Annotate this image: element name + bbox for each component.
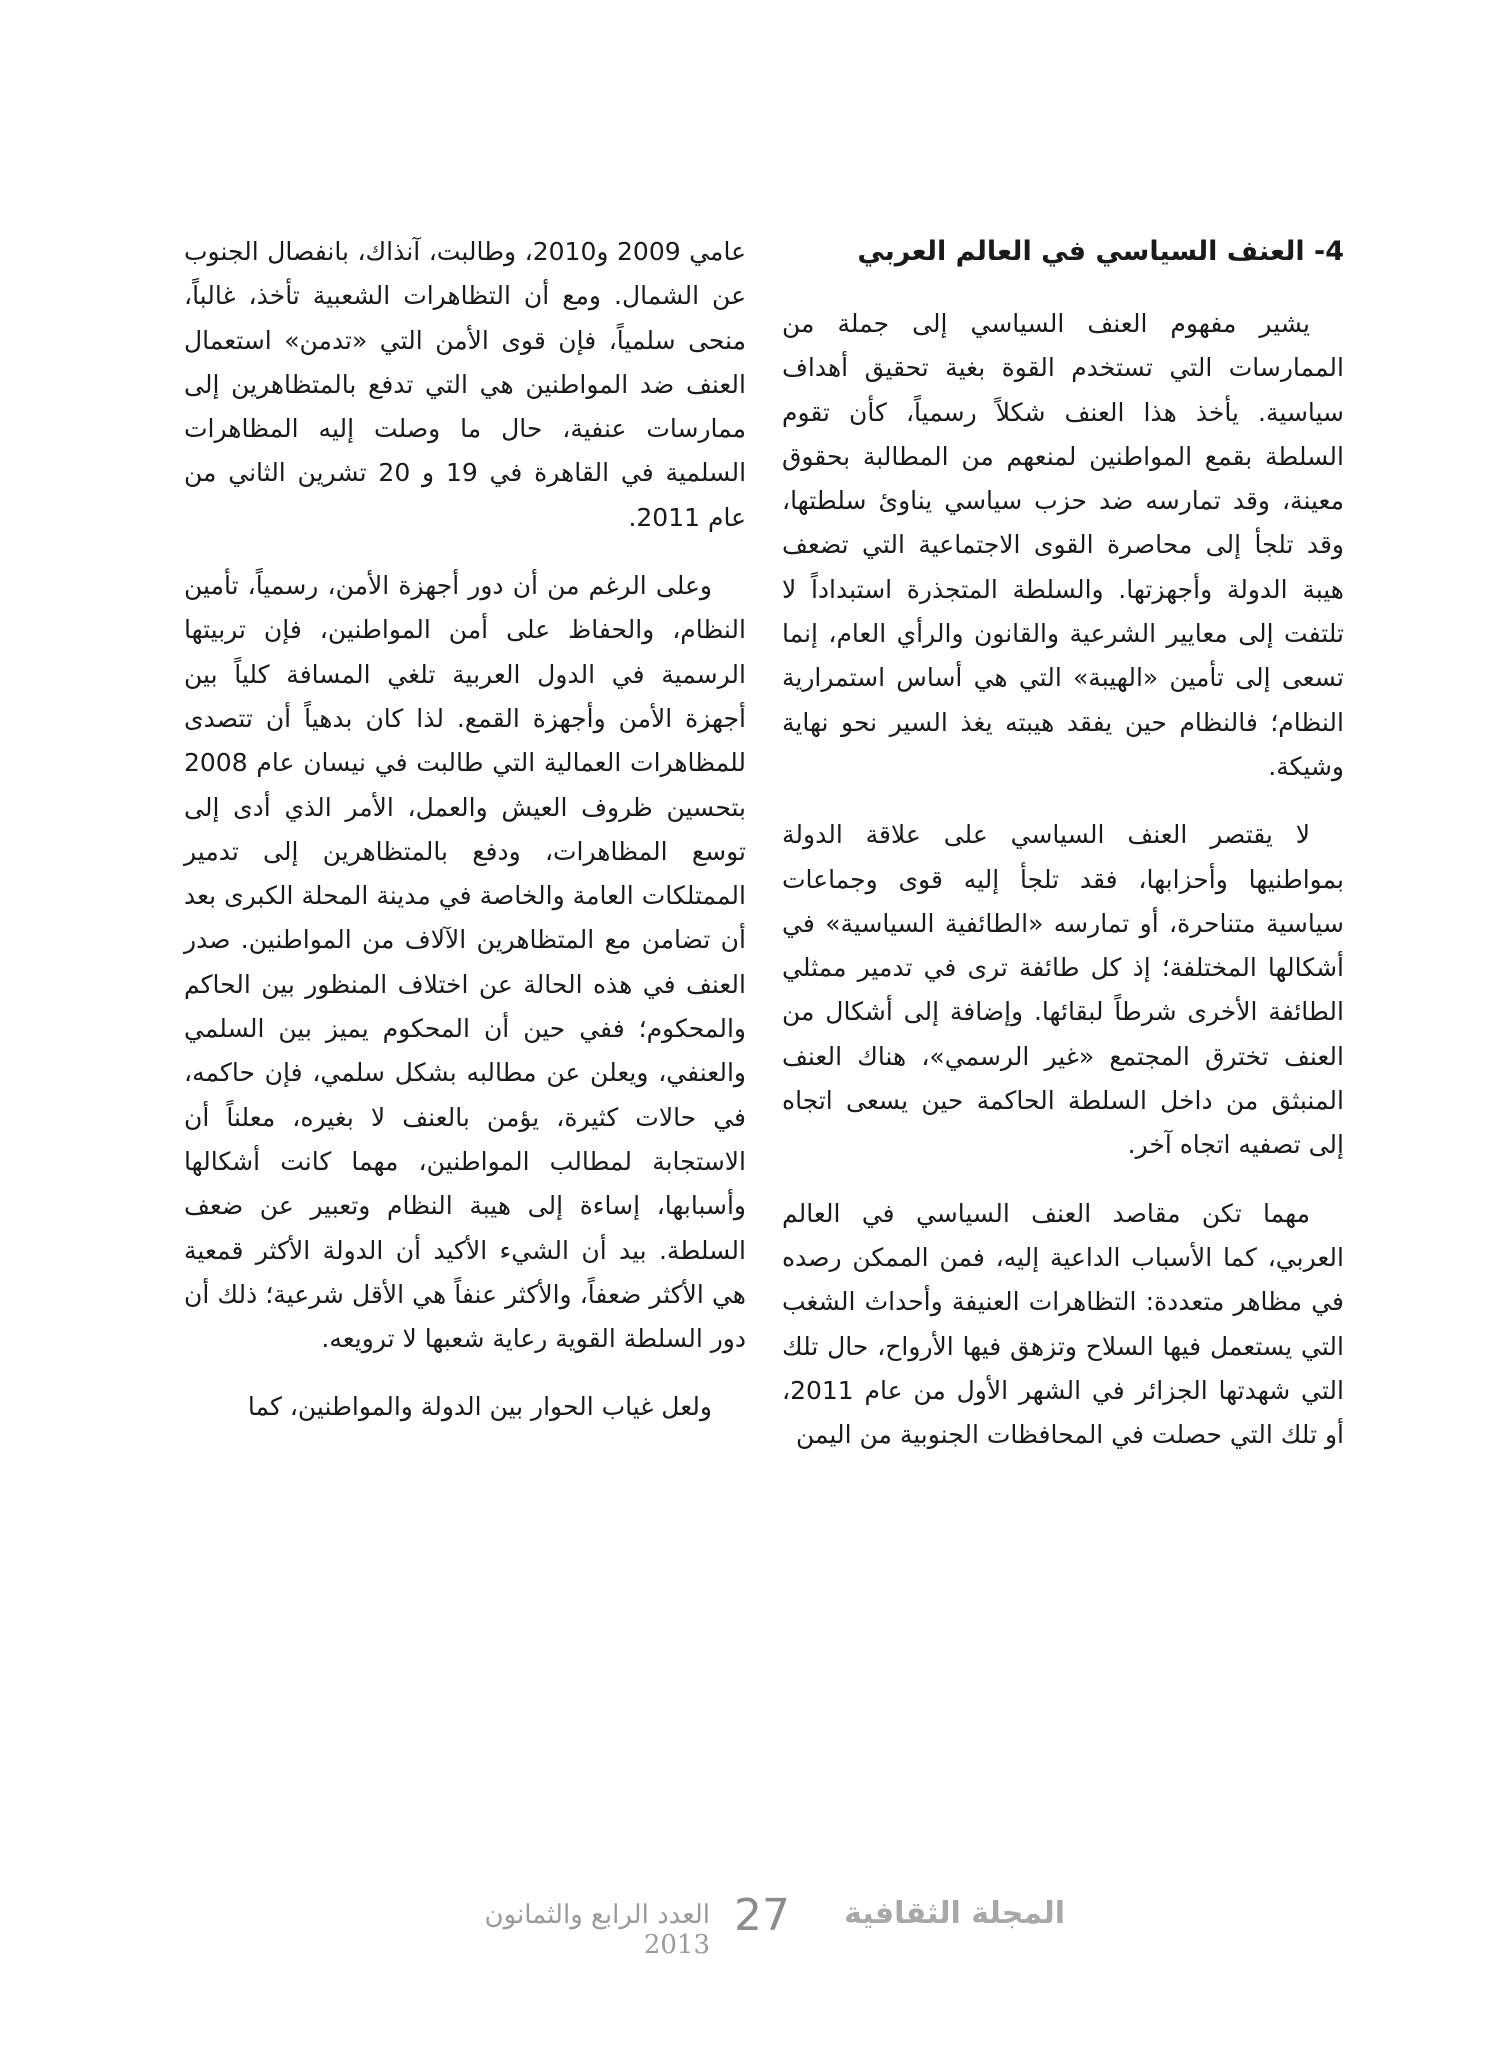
paragraph: وعلى الرغم من أن دور أجهزة الأمن، رسمياً، تأمين النظام، والحفاظ على أمن المواطنين، فإن تربيتها الرسمية في الدول العربية تلغي المسافة كلياً بين أجهزة الأمن وأجهزة القمع. لذا كان بدهياً أن تتصدى للمظاهرات العمالية التي طالبت في نيسان عام 2008 بتحسين ظروف العيش والعمل، الأمر الذي أدى إلى توسع المظاهرات، ودفع بالمتظاهرين إلى تدمير الممتلكات العامة والخاصة في مدينة المحلة الكبرى بعد أن تضامن مع المتظاهرين الآلاف من المواطنين. صدر العنف في هذه الحالة عن اختلاف المنظور بين الحاكم والمحكوم؛ ففي حين أن المحكوم يميز بين السلمي والعنفي، ويعلن عن مطالبه بشكل سلمي، فإن حاكمه، في حالات كثيرة، يؤمن بالعنف لا بغيره، معلناً أن الاستجابة لمطالب المواطنين، مهما كانت أشكالها وأسبابها، إساءة إلى هيبة النظام وتعبير عن ضعف السلطة. بيد أن الشيء الأكيد أن الدولة الأكثر قمعية هي الأكثر ضعفاً، والأكثر عنفاً هي الأقل شرعية؛ ذلك أن دور السلطة القوية رعاية شعبها لا ترويعه. — [184, 571, 746, 1354]
paragraph: ولعل غياب الحوار بين الدولة والمواطنين، كما — [247, 1392, 712, 1422]
section-heading: 4- العنف السياسي في العالم العربي — [857, 236, 1344, 267]
paragraph: مهما تكن مقاصد العنف السياسي في العالم العربي، كما الأسباب الداعية إليه، فمن الممكن رصده في مظاهر متعددة: التظاهرات العنيفة وأحداث الشغب التي يستعمل فيها السلاح وتزهق فيها الأرواح، حال تلك التي شهدتها الجزائر في الشهر الأول من عام 2011، أو تلك التي حصلت في المحافظات الجنوبية من اليمن — [782, 1198, 1344, 1450]
paragraph: يشير مفهوم العنف السياسي إلى جملة من الممارسات التي تستخدم القوة بغية تحقيق أهداف سياسية. يأخذ هذا العنف شكلاً رسمياً، كأن تقوم السلطة بقمع المواطنين لمنعهم من المطالبة بحقوق معينة، وقد تمارسه ضد حزب سياسي يناوئ سلطتها، وقد تلجأ إلى محاصرة القوى الاجتماعية التي تضعف هيبة الدولة وأجهزتها. والسلطة المتجذرة استبداداً لا تلتفت إلى معايير الشرعية والقانون والرأي العام، إنما تسعى إلى تأمين «الهيبة» التي هي أساس استمرارية النظام؛ فالنظام حين يفقد هيبته يغذ السير نحو نهاية وشيكة. — [782, 309, 1344, 781]
magazine-logo: المجلة الثقافية — [844, 1896, 1065, 1931]
page-number: 27 — [734, 1890, 790, 1941]
issue-label: العدد الرابع والثمانون 2013 — [484, 1900, 710, 1960]
left-column — [184, 230, 746, 1454]
paragraph: عامي 2009 و2010، وطالبت، آنذاك، بانفصال الجنوب عن الشمال. ومع أن التظاهرات الشعبية تأخذ، غالباً، منحى سلمياً، فإن قوى الأمن التي «تدمن» استعمال العنف ضد المواطنين هي التي تدفع بالمتظاهرين إلى ممارسات عنفية، حال ما وصلت إليه المظاهرات السلمية في القاهرة في 19 و 20 تشرين الثاني من عام 2011. — [184, 237, 747, 532]
right-column — [782, 230, 1344, 1481]
page-footer — [0, 1890, 1497, 1960]
paragraph: لا يقتصر العنف السياسي على علاقة الدولة بمواطنيها وأحزابها، فقد تلجأ إليه قوى وجماعات سياسية متناحرة، أو تمارسه «الطائفية السياسية» في أشكالها المختلفة؛ إذ كل طائفة ترى في تدمير ممثلي الطائفة الأخرى شرطاً لبقائها. وإضافة إلى أشكال من العنف تخترق المجتمع «غير الرسمي»، هناك العنف المنبثق من داخل السلطة الحاكمة حين يسعى اتجاه إلى تصفيه اتجاه آخر. — [782, 820, 1344, 1160]
